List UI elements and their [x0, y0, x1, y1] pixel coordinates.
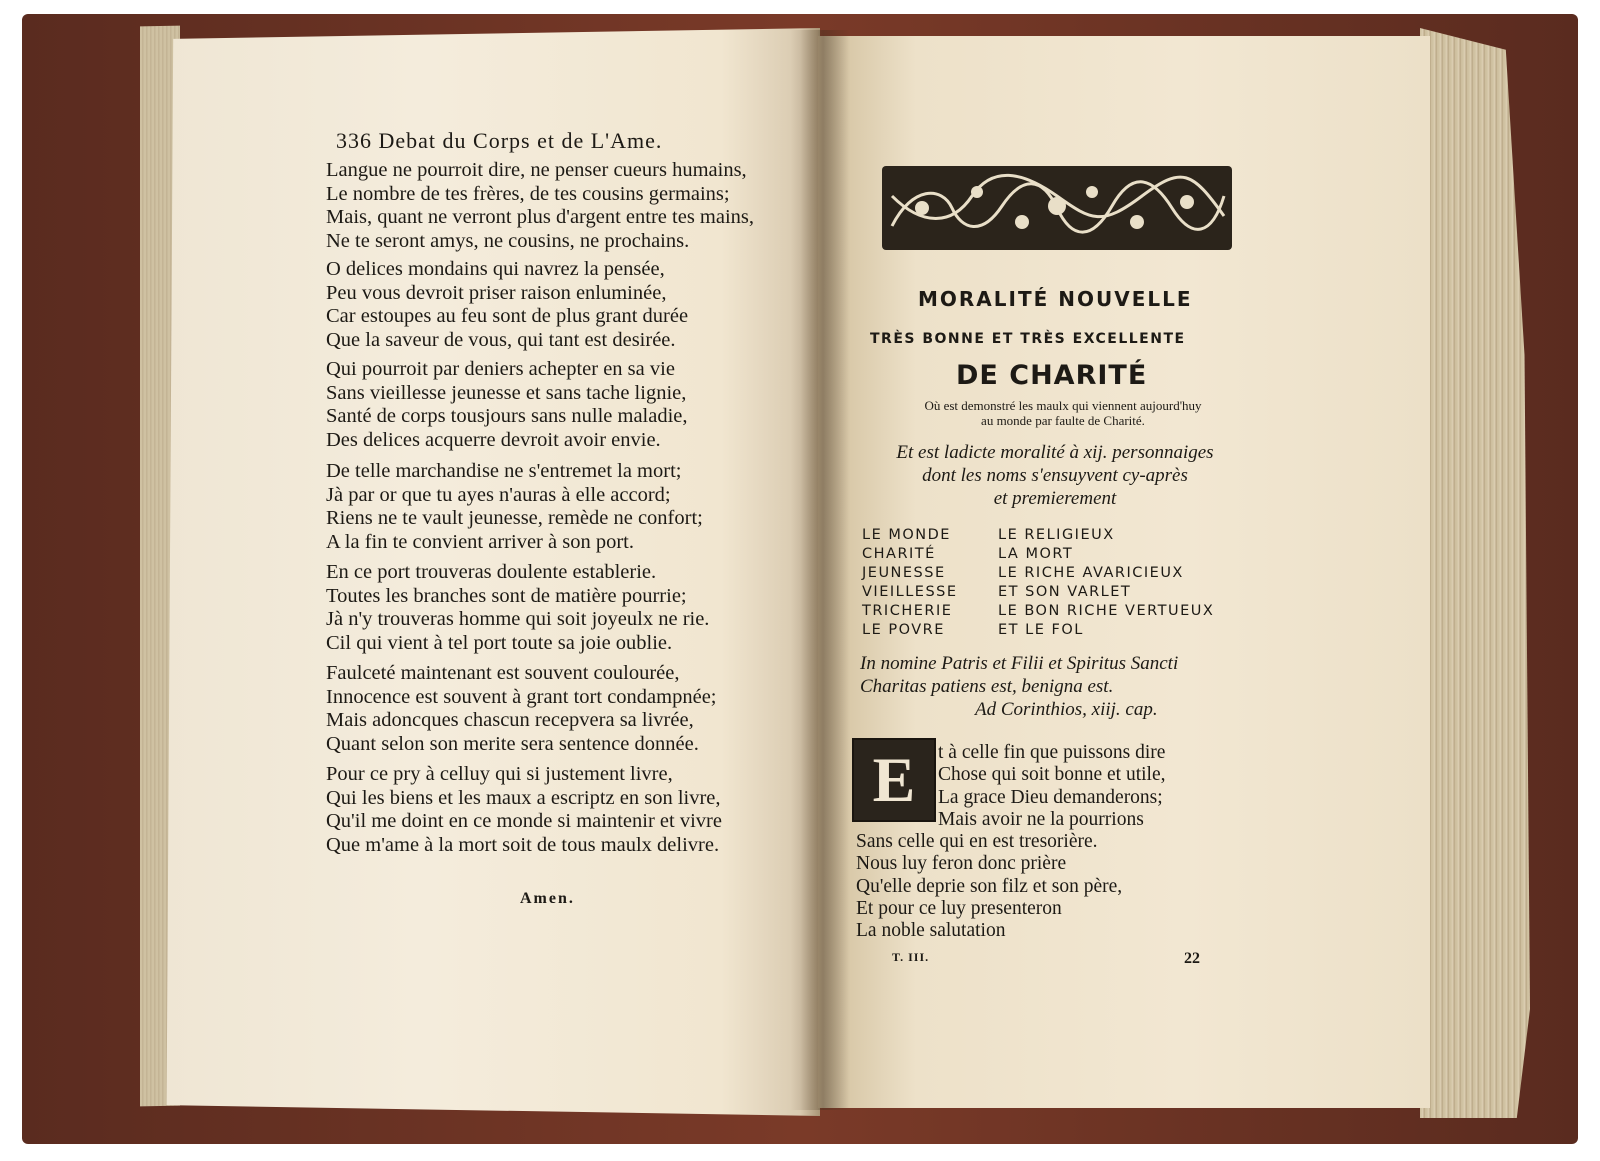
verse-line: En ce port trouveras doulente establerie. — [326, 561, 657, 583]
cast-name: VIEILLESSE — [862, 584, 958, 600]
opening-verse — [856, 742, 1165, 943]
stanza-4 — [326, 460, 703, 554]
verse-line: Et pour ce luy presenteron — [856, 898, 1062, 920]
verse-line: Le nombre de tes frères, de tes cousins germains; — [326, 182, 730, 205]
verse-line: Toutes les branches sont de matière pourrie; — [326, 584, 687, 607]
cast-name: LA MORT — [998, 546, 1074, 562]
intro-line: et premierement — [993, 488, 1117, 509]
subtitle-line: au monde par faulte de Charité. — [981, 413, 1145, 428]
page-number: 22 — [1184, 950, 1200, 967]
stanza-7 — [326, 763, 722, 857]
verse-line: Des delices acquerre devroit avoir envie. — [326, 428, 661, 451]
verse-line: Jà n'y trouveras homme qui soit joyeulx ne rie. — [326, 608, 710, 630]
verse-line: Qui les biens et les maux a escriptz en son livre, — [326, 786, 721, 809]
verse-line: Riens ne te vault jeunesse, remède ne confort; — [326, 507, 703, 529]
verse-line: Que m'ame à la mort soit de tous maulx delivre. — [326, 833, 720, 856]
verse-line: Ne te seront amys, ne cousins, ne prochains. — [326, 229, 690, 252]
verse-line: Santé de corps tousjours sans nulle maladie, — [326, 405, 688, 427]
verse-line: O delices mondains qui navrez la pensée, — [326, 258, 665, 280]
verse-line: Nous luy feron donc prière — [856, 853, 1067, 875]
verse-line: Sans vieillesse jeunesse et sans tache lignie, — [326, 381, 687, 404]
stanza-1 — [326, 159, 754, 253]
verse-line: Cil qui vient à tel port toute sa joie oublie. — [326, 631, 673, 654]
stanza-3 — [326, 358, 688, 452]
page-edges-right — [1420, 28, 1530, 1118]
stanza-6 — [326, 662, 717, 756]
subtitle-line: Où est demonstré les maulx qui viennent aujourd'huy — [924, 398, 1202, 413]
latin-epigraph — [860, 652, 1178, 721]
verse-line: Qu'il me doint en ce monde si maintenir et vivre — [326, 810, 722, 832]
cast-name: LE RELIGIEUX — [998, 527, 1115, 543]
verse-line: Chose qui soit bonne et utile, — [938, 764, 1166, 786]
cast-name: ET LE FOL — [998, 622, 1084, 638]
verse-line: Mais, quant ne verront plus d'argent entre tes mains, — [326, 206, 755, 228]
amen: Amen. — [520, 890, 575, 907]
verse-line: Peu vous devroit priser raison enluminée, — [326, 281, 667, 304]
intro-line: dont les noms s'ensuyvent cy-après — [922, 465, 1188, 486]
latin-line: In nomine Patris et Filii et Spiritus Sancti — [860, 653, 1179, 674]
verse-line: Qui pourroit par deniers achepter en sa vie — [326, 358, 675, 380]
cast-name: LE RICHE AVARICIEUX — [998, 565, 1184, 581]
verse-line: Langue ne pourroit dire, ne penser cueurs humains, — [326, 159, 747, 181]
title-line-3: DE CHARITÉ — [956, 360, 1148, 391]
cast-name: CHARITÉ — [862, 546, 936, 562]
latin-reference: Ad Corinthios, xiij. cap. — [975, 699, 1158, 720]
cast-column-2 — [998, 526, 1214, 640]
verse-line: Faulceté maintenant est souvent coulourée, — [326, 662, 680, 684]
ornament-headpiece — [882, 166, 1232, 250]
verse-line: La noble salutation — [856, 920, 1006, 942]
title-line-2: TRÈS BONNE ET TRÈS EXCELLENTE — [870, 331, 1186, 347]
verse-line: Jà par or que tu ayes n'auras à elle accord; — [326, 483, 671, 506]
running-header: 336 Debat du Corps et de L'Ame. — [336, 128, 663, 153]
verse-line: Qu'elle deprie son filz et son père, — [856, 875, 1123, 897]
verse-line: Quant selon son merite sera sentence donnée. — [326, 732, 699, 755]
cast-name: JEUNESSE — [862, 565, 946, 581]
verse-line: Pour ce pry à celluy qui si justement livre, — [326, 763, 673, 785]
cast-name: LE POVRE — [862, 622, 945, 638]
verse-line: A la fin te convient arriver à son port. — [326, 530, 634, 553]
cast-name: LE MONDE — [862, 527, 951, 543]
verse-line: Mais avoir ne la pourrions — [938, 808, 1144, 830]
stanza-5 — [326, 561, 709, 655]
title-line-1: MORALITÉ NOUVELLE — [918, 287, 1193, 311]
cast-column-1 — [862, 526, 958, 640]
drop-cap: E — [852, 738, 936, 822]
verse-line: Innocence est souvent à grant tort condampnée; — [326, 685, 717, 708]
signature-mark: T. III. — [892, 950, 930, 964]
verse-line: Que la saveur de vous, qui tant est desirée. — [326, 328, 676, 351]
intro-line: Et est ladicte moralité à xij. personnaiges — [896, 442, 1214, 463]
subtitle — [868, 398, 1258, 428]
cast-name: LE BON RICHE VERTUEUX — [998, 603, 1215, 619]
verse-line: Sans celle qui en est tresorière. — [856, 831, 1098, 853]
verse-line: Car estoupes au feu sont de plus grant durée — [326, 305, 689, 327]
italic-intro — [860, 441, 1250, 510]
stanza-2 — [326, 258, 688, 352]
verse-line: La grace Dieu demanderons; — [938, 786, 1163, 808]
verse-line: t à celle fin que puissons dire — [938, 742, 1166, 763]
cast-name: ET SON VARLET — [998, 584, 1132, 600]
verse-line: Mais adoncques chascun recepvera sa livrée, — [326, 709, 694, 731]
cast-list — [862, 526, 1215, 640]
verse-line: De telle marchandise ne s'entremet la mort; — [326, 460, 682, 482]
latin-line: Charitas patiens est, benigna est. — [860, 676, 1114, 697]
cast-name: TRICHERIE — [862, 603, 953, 619]
